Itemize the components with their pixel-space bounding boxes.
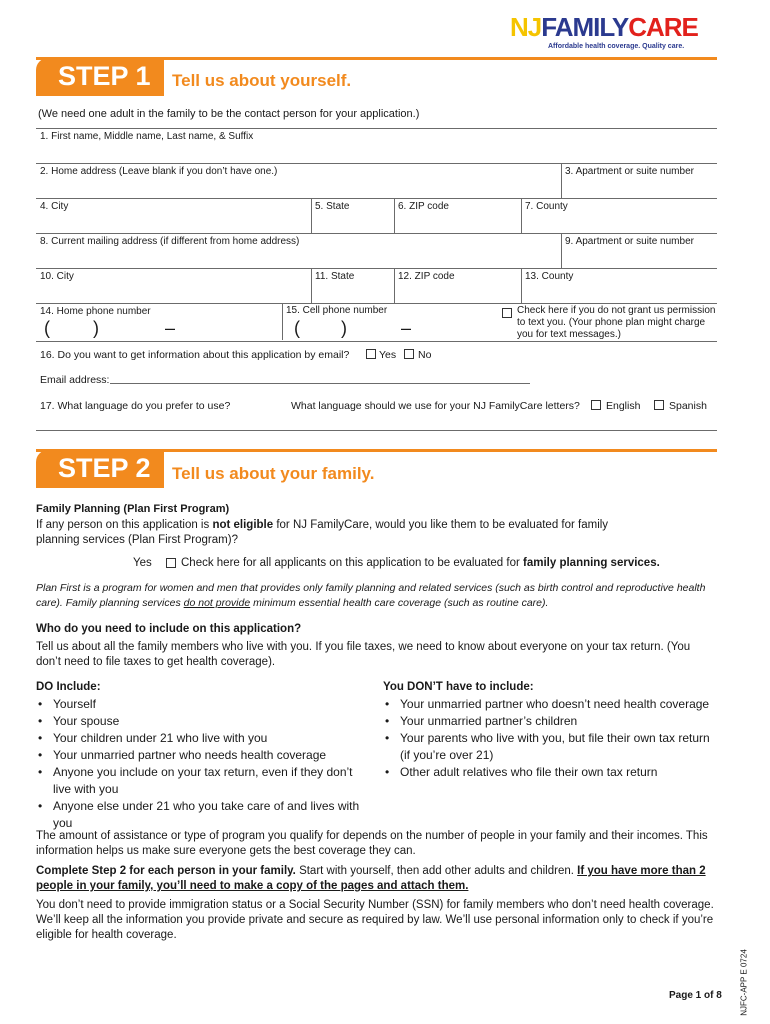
logo: [510, 12, 716, 56]
do-include-heading: DO Include:: [36, 681, 101, 693]
dont-3b: (if you’re over 21): [400, 748, 494, 762]
complete-mid: Start with yourself, then add other adults and children.: [295, 865, 578, 877]
who-heading: Who do you need to include on this application?: [36, 623, 302, 635]
plan-first-post: minimum essential health care coverage (such as routine care).: [250, 597, 549, 609]
field-mailing-county[interactable]: 13. County: [525, 271, 574, 282]
rule: [36, 198, 717, 199]
fp-q-bold: not eligible: [212, 519, 274, 531]
complete-underline: If you have more than 2 people in your family, you’ll need to make a copy of the pages and attach them.: [36, 865, 706, 892]
preferred-language-question[interactable]: 17. What language do you prefer to use?: [40, 400, 231, 412]
list-item: • Your unmarried partner who doesn’t need health coverage: [383, 696, 718, 713]
home-phone-paren-close: ): [93, 318, 99, 338]
home-phone-paren-open: (: [44, 318, 50, 338]
fp-q-post: for NJ FamilyCare, would you like them to be evaluated for family planning services (Plan First Program)?: [36, 519, 609, 546]
dont-include-list: [383, 696, 718, 781]
logo-nj: NJ: [510, 12, 542, 42]
list-item: • Yourself: [36, 696, 361, 713]
form-code: NJFC-APP E 0724: [739, 949, 749, 1016]
email-no-checkbox[interactable]: [404, 349, 414, 359]
english-checkbox[interactable]: [591, 400, 601, 410]
divider: [394, 198, 395, 233]
cell-phone-dash: –: [401, 318, 412, 338]
who-text: Tell us about all the family members who live with you. If you file taxes, we need to know about everyone on your tax return. (You don’t need to file taxes to get health coverage).: [36, 641, 691, 668]
dont-3a: Your parents who live with you, but file their own tax return: [400, 731, 710, 745]
fp-check-pre: Check here for all applicants on this application to be evaluated for: [181, 557, 524, 569]
english-label: English: [606, 400, 641, 412]
step2-tab: STEP 2: [36, 450, 164, 488]
step1-intro: (We need one adult in the family to be the contact person for your application.): [38, 108, 420, 120]
email-address-input[interactable]: [110, 383, 530, 384]
list-item: • Your spouse: [36, 713, 361, 730]
rule: [36, 233, 717, 234]
assistance-text: The amount of assistance or type of program you qualify for depends on the number of people in your family and their incomes. This information helps us make sure everyone gets the best coverage they can.: [36, 830, 708, 857]
divider: [311, 198, 312, 233]
field-full-name[interactable]: 1. First name, Middle name, Last name, & Suffix: [40, 131, 254, 142]
plan-first-note: [36, 581, 716, 611]
spanish-checkbox[interactable]: [654, 400, 664, 410]
step1-tab: STEP 1: [36, 58, 164, 96]
list-item: • Your unmarried partner who needs health coverage: [36, 747, 361, 764]
field-mailing-state[interactable]: 11. State: [315, 271, 355, 282]
family-planning-heading: Family Planning (Plan First Program): [36, 503, 230, 515]
list-item: • Your children under 21 who live with you: [36, 730, 361, 747]
rule: [36, 303, 717, 304]
fp-yes-label: Yes: [133, 557, 152, 569]
rule: [36, 268, 717, 269]
complete-bold: Complete Step 2 for each person in your family.: [36, 865, 296, 877]
divider: [282, 303, 283, 340]
rule: [36, 430, 717, 431]
divider: [394, 268, 395, 303]
field-mailing-apartment[interactable]: 9. Apartment or suite number: [565, 236, 694, 247]
field-home-phone[interactable]: 14. Home phone number: [40, 306, 151, 317]
divider: [561, 233, 562, 268]
list-item: • Other adult relatives who file their own tax return: [383, 764, 718, 781]
field-county[interactable]: 7. County: [525, 201, 568, 212]
rule: [36, 128, 717, 129]
list-item: [383, 730, 718, 764]
field-mailing-address[interactable]: 8. Current mailing address (if different from home address): [40, 236, 300, 247]
spanish-label: Spanish: [669, 400, 707, 412]
fp-check-bold: family planning services.: [523, 557, 660, 569]
fp-q-pre: If any person on this application is: [36, 519, 213, 531]
divider: [561, 163, 562, 198]
cell-phone-paren-open: (: [294, 318, 300, 338]
ssn-text: You don’t need to provide immigration status or a Social Security Number (SSN) for family members who don’t need health coverage. We’ll keep all the information you provide private and secure as required by law. We’ll use personal information only to check if you’re eligible for health coverage.: [36, 899, 714, 941]
plan-first-underline: do not provide: [183, 597, 251, 609]
field-apartment[interactable]: 3. Apartment or suite number: [565, 166, 694, 177]
email-no-label: No: [418, 349, 432, 361]
plan-first-pre: Plan First is a program for women and men that provides only family planning and related services (such as birth control and reproductive health care). Family planning services: [36, 582, 706, 609]
logo-family: FAMILY: [541, 12, 629, 42]
complete-step2-text: [36, 864, 716, 894]
logo-tagline: Affordable health coverage. Quality care.: [548, 43, 685, 50]
text-permission-label: Check here if you do not grant us permission to text you. (Your phone plan might charge you for text messages.): [517, 305, 716, 340]
list-item: • Anyone else under 21 who you take care of and lives with you: [36, 798, 361, 832]
family-planning-check-label: [181, 557, 660, 569]
step1-title: Tell us about yourself.: [172, 71, 352, 90]
home-phone-dash: –: [165, 318, 176, 338]
rule: [36, 163, 717, 164]
logo-wordmark: [510, 12, 698, 42]
field-mailing-zip[interactable]: 12. ZIP code: [398, 271, 455, 282]
dont-include-heading: You DON’T have to include:: [383, 681, 534, 693]
field-state[interactable]: 5. State: [315, 201, 350, 212]
field-zip[interactable]: 6. ZIP code: [398, 201, 449, 212]
rule: [36, 341, 717, 342]
list-item: • Your unmarried partner’s children: [383, 713, 718, 730]
email-yes-label: Yes: [379, 349, 397, 361]
step2-title: Tell us about your family.: [172, 464, 375, 483]
family-planning-question: [36, 518, 626, 548]
field-city[interactable]: 4. City: [40, 201, 69, 212]
field-mailing-city[interactable]: 10. City: [40, 271, 74, 282]
email-yes-checkbox[interactable]: [366, 349, 376, 359]
divider: [521, 198, 522, 233]
cell-phone-paren-close: ): [341, 318, 347, 338]
text-permission-checkbox[interactable]: [502, 308, 512, 318]
field-home-address[interactable]: 2. Home address (Leave blank if you don’t have one.): [40, 166, 278, 177]
family-planning-checkbox[interactable]: [166, 558, 176, 568]
do-include-list: [36, 696, 361, 832]
logo-care: CARE: [628, 12, 698, 42]
letters-language-question: What language should we use for your NJ FamilyCare letters?: [291, 400, 580, 412]
page-number: Page 1 of 8: [669, 990, 722, 1001]
list-item: • Anyone you include on your tax return, even if they don’t live with you: [36, 764, 361, 798]
divider: [521, 268, 522, 303]
email-question: 16. Do you want to get information about this application by email?: [40, 349, 350, 361]
divider: [311, 268, 312, 303]
email-address-label: Email address:: [40, 374, 110, 386]
field-cell-phone[interactable]: 15. Cell phone number: [286, 305, 388, 316]
